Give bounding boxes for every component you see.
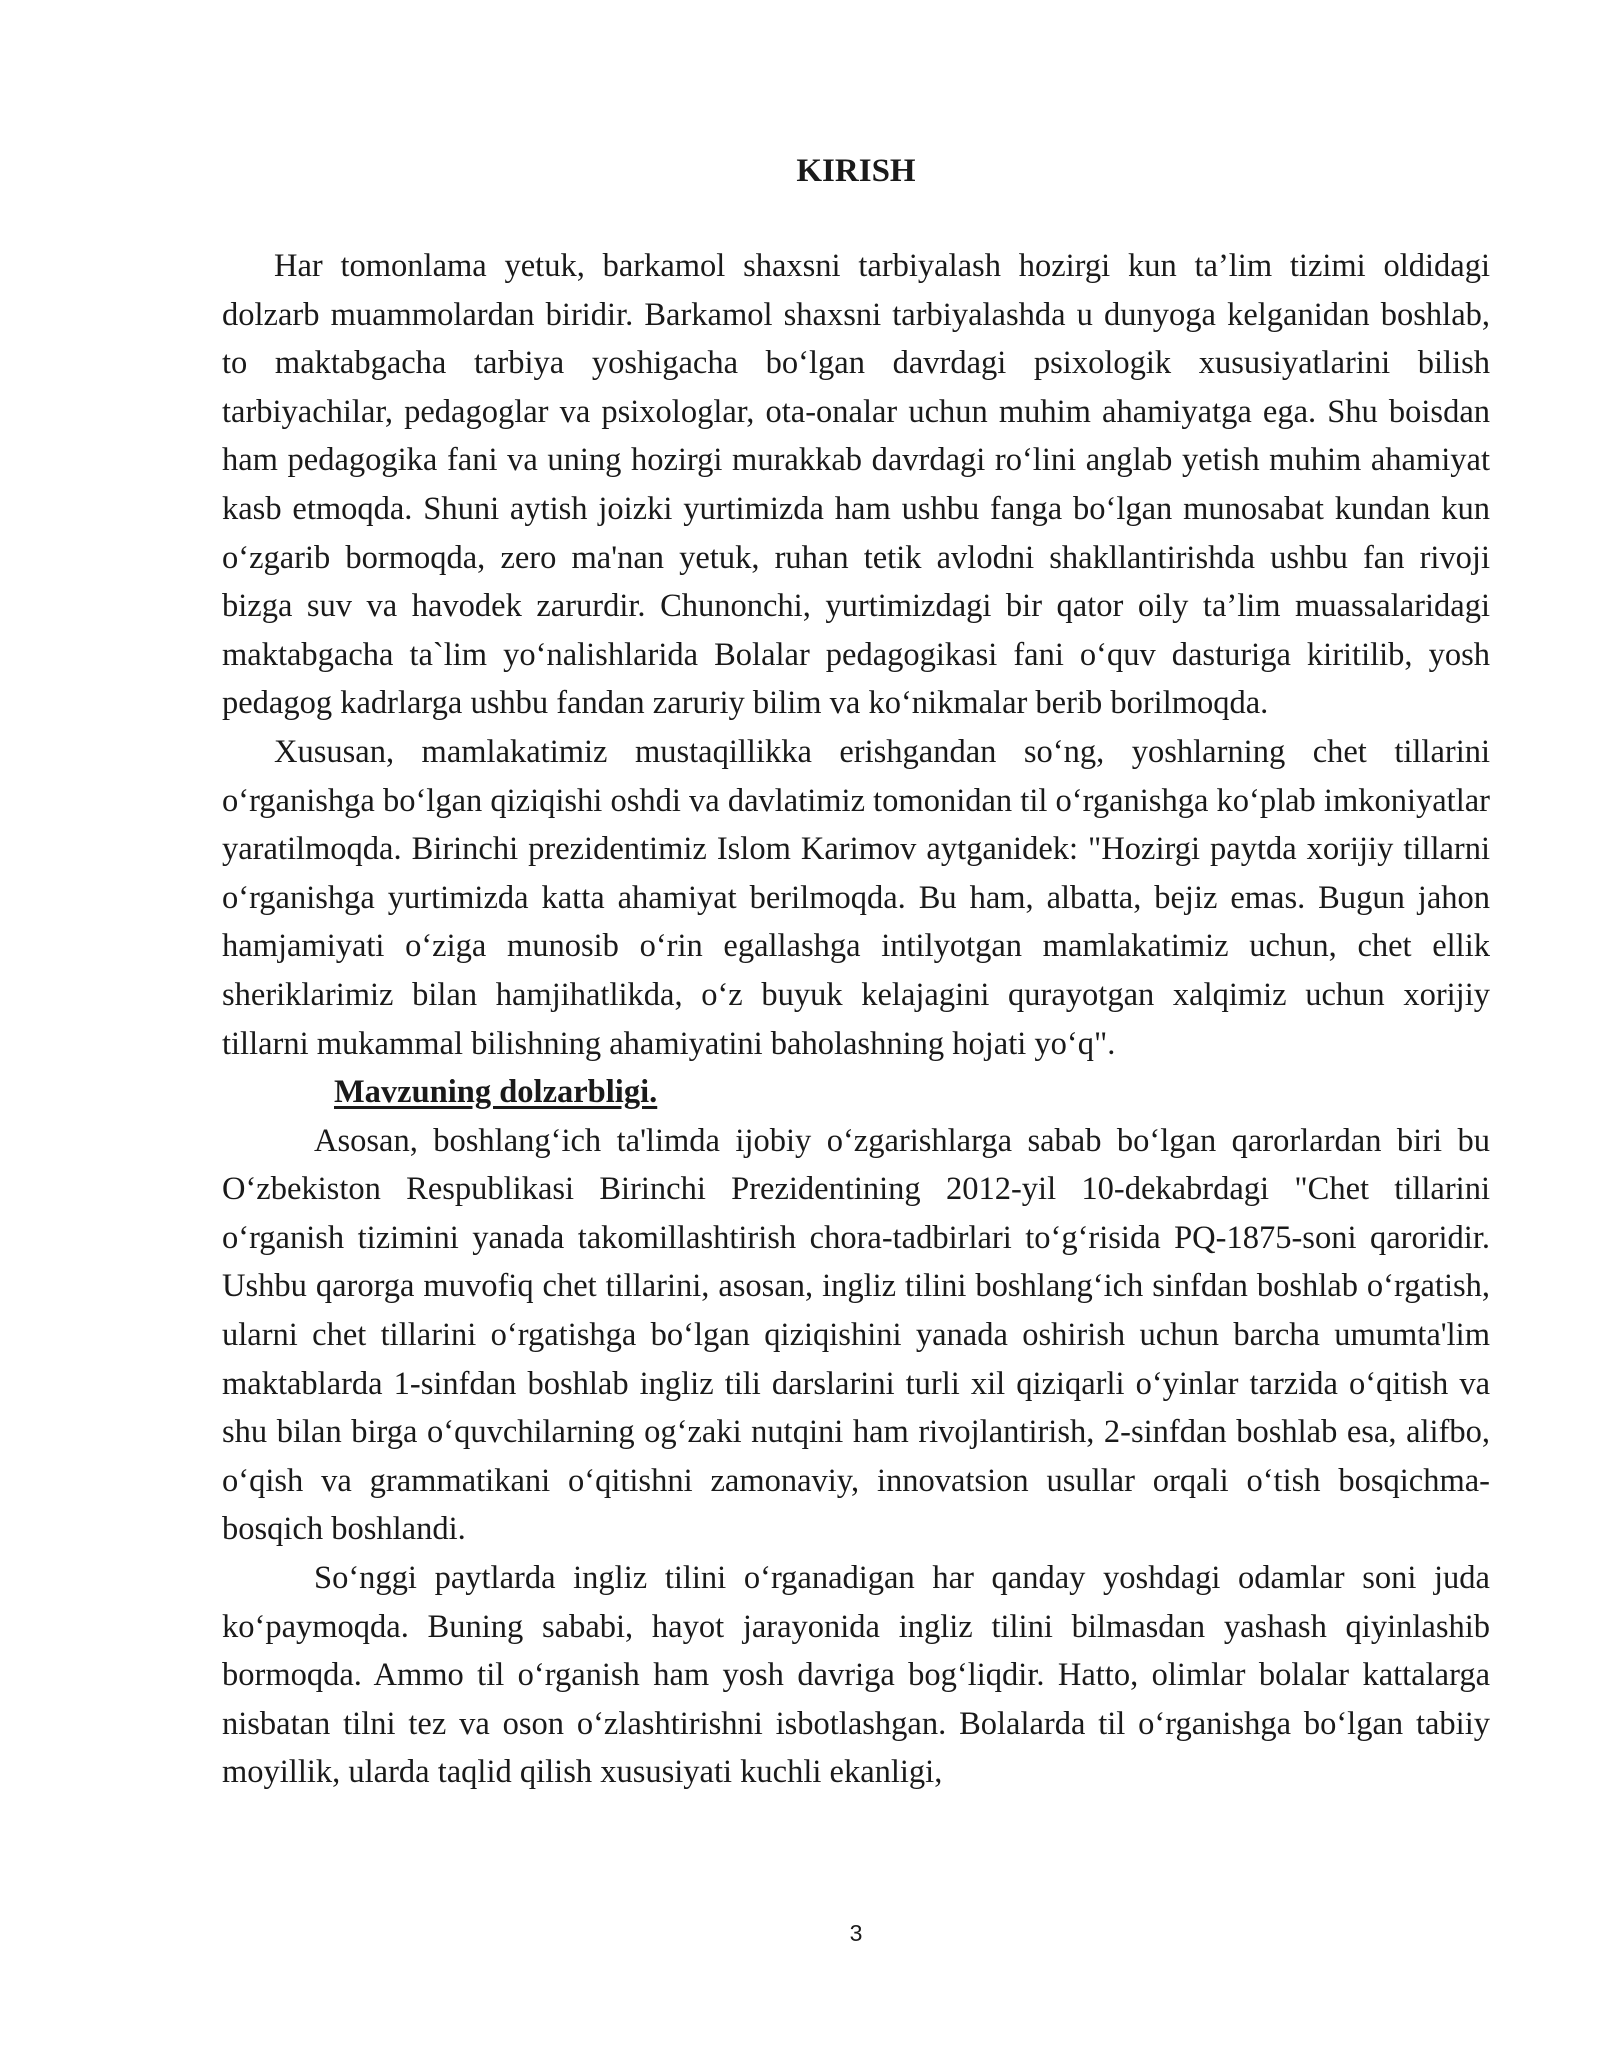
paragraph-independence: Xususan, mamlakatimiz mustaqillikka erishgandan so‘ng, yoshlarning chet tillarini o‘rganishga bo‘lgan qiziqishi oshdi va davlatimiz tomonidan til o‘rganishga ko‘plab imkoniyatlar yaratilmoqda. Birinchi prezidentimiz Islom Karimov aytganidek: "Hozirgi paytda xorijiy tillarni o‘rganishga yurtimizda katta ahamiyat berilmoqda. Bu ham, albatta, bejiz emas. Bugun jahon hamjamiyati o‘ziga munosib o‘rin egallashga intilyotgan mamlakatimiz uchun, chet ellik sheriklarimiz bilan hamjihatlikda, o‘z buyuk kelajagini qurayotgan xalqimiz uchun xorijiy tillarni mukammal bilishning ahamiyatini baholashning hojati yo‘q". bbox=[222, 733, 1490, 1062]
section-subheading: Mavzuning dolzarbligi. bbox=[334, 1074, 658, 1111]
page-number: 3 bbox=[849, 1920, 863, 1946]
page-title: KIRISH bbox=[796, 153, 916, 189]
paragraph-intro: Har tomonlama yetuk, barkamol shaxsni tarbiyalash hozirgi kun ta’lim tizimi oldidagi dolzarb muammolardan biridir. Barkamol shaxsni tarbiyalashda u dunyoga kelganidan boshlab, to maktabgacha tarbiya yoshigacha bo‘lgan davrdagi psixologik xususiyatlarini bilish tarbiyachilar, pedagoglar va psixologlar, ota-onalar uchun muhim ahamiyatga ega. Shu boisdan ham pedagogika fani va uning hozirgi murakkab davrdagi ro‘lini anglab yetish muhim ahamiyat kasb etmoqda. Shuni aytish joizki yurtimizda ham ushbu fanga bo‘lgan munosabat kundan kun o‘zgarib bormoqda, zero ma'nan yetuk, ruhan tetik avlodni shakllantirishda ushbu fan rivoji bizga suv va havodek zarurdir. Chunonchi, yurtimizdagi bir qator oily ta’lim muassalaridagi maktabgacha ta`lim yo‘nalishlarida Bolalar pedagogikasi fani o‘quv dasturiga kiritilib, yosh pedagog kadrlarga ushbu fandan zaruriy bilim va ko‘nikmalar berib borilmoqda. bbox=[222, 248, 1490, 722]
document-body bbox=[222, 242, 1490, 1797]
document-page bbox=[222, 0, 1490, 2070]
paragraph-decree: Asosan, boshlang‘ich ta'limda ijobiy o‘zgarishlarga sabab bo‘lgan qarorlardan biri bu O‘zbekiston Respublikasi Birinchi Prezidentining 2012-yil 10-dekabrdagi "Chet tillarini o‘rganish tizimini yanada takomillashtirish chora-tadbirlari to‘g‘risida PQ-1875-soni qaroridir. Ushbu qarorga muvofiq chet tillarini, asosan, ingliz tilini boshlang‘ich sinfdan boshlab o‘rgatish, ularni chet tillarini o‘rgatishga bo‘lgan qiziqishini yanada oshirish uchun barcha umumta'lim maktablarda 1-sinfdan boshlab ingliz tili darslarini turli xil qiziqarli o‘yinlar tarzida o‘qitish va shu bilan birga o‘quvchilarning og‘zaki nutqini ham rivojlantirish, 2-sinfdan boshlab esa, alifbo, o‘qish va grammatikani o‘qitishni zamonaviy, innovatsion usullar orqali o‘tish bosqichma-bosqich boshlandi. bbox=[222, 1122, 1490, 1548]
paragraph-age-learning: So‘nggi paytlarda ingliz tilini o‘rganadigan har qanday yoshdagi odamlar soni juda ko‘paymoqda. Buning sababi, hayot jarayonida ingliz tilini bilmasdan yashash qiyinlashib bormoqda. Ammo til o‘rganish ham yosh davriga bog‘liqdir. Hatto, olimlar bolalar kattalarga nisbatan tilni tez va oson o‘zlashtirishni isbotlashgan. Bolalarda til o‘rganishga bo‘lgan tabiiy moyillik, ularda taqlid qilish xususiyati kuchli ekanligi, bbox=[222, 1560, 1490, 1791]
